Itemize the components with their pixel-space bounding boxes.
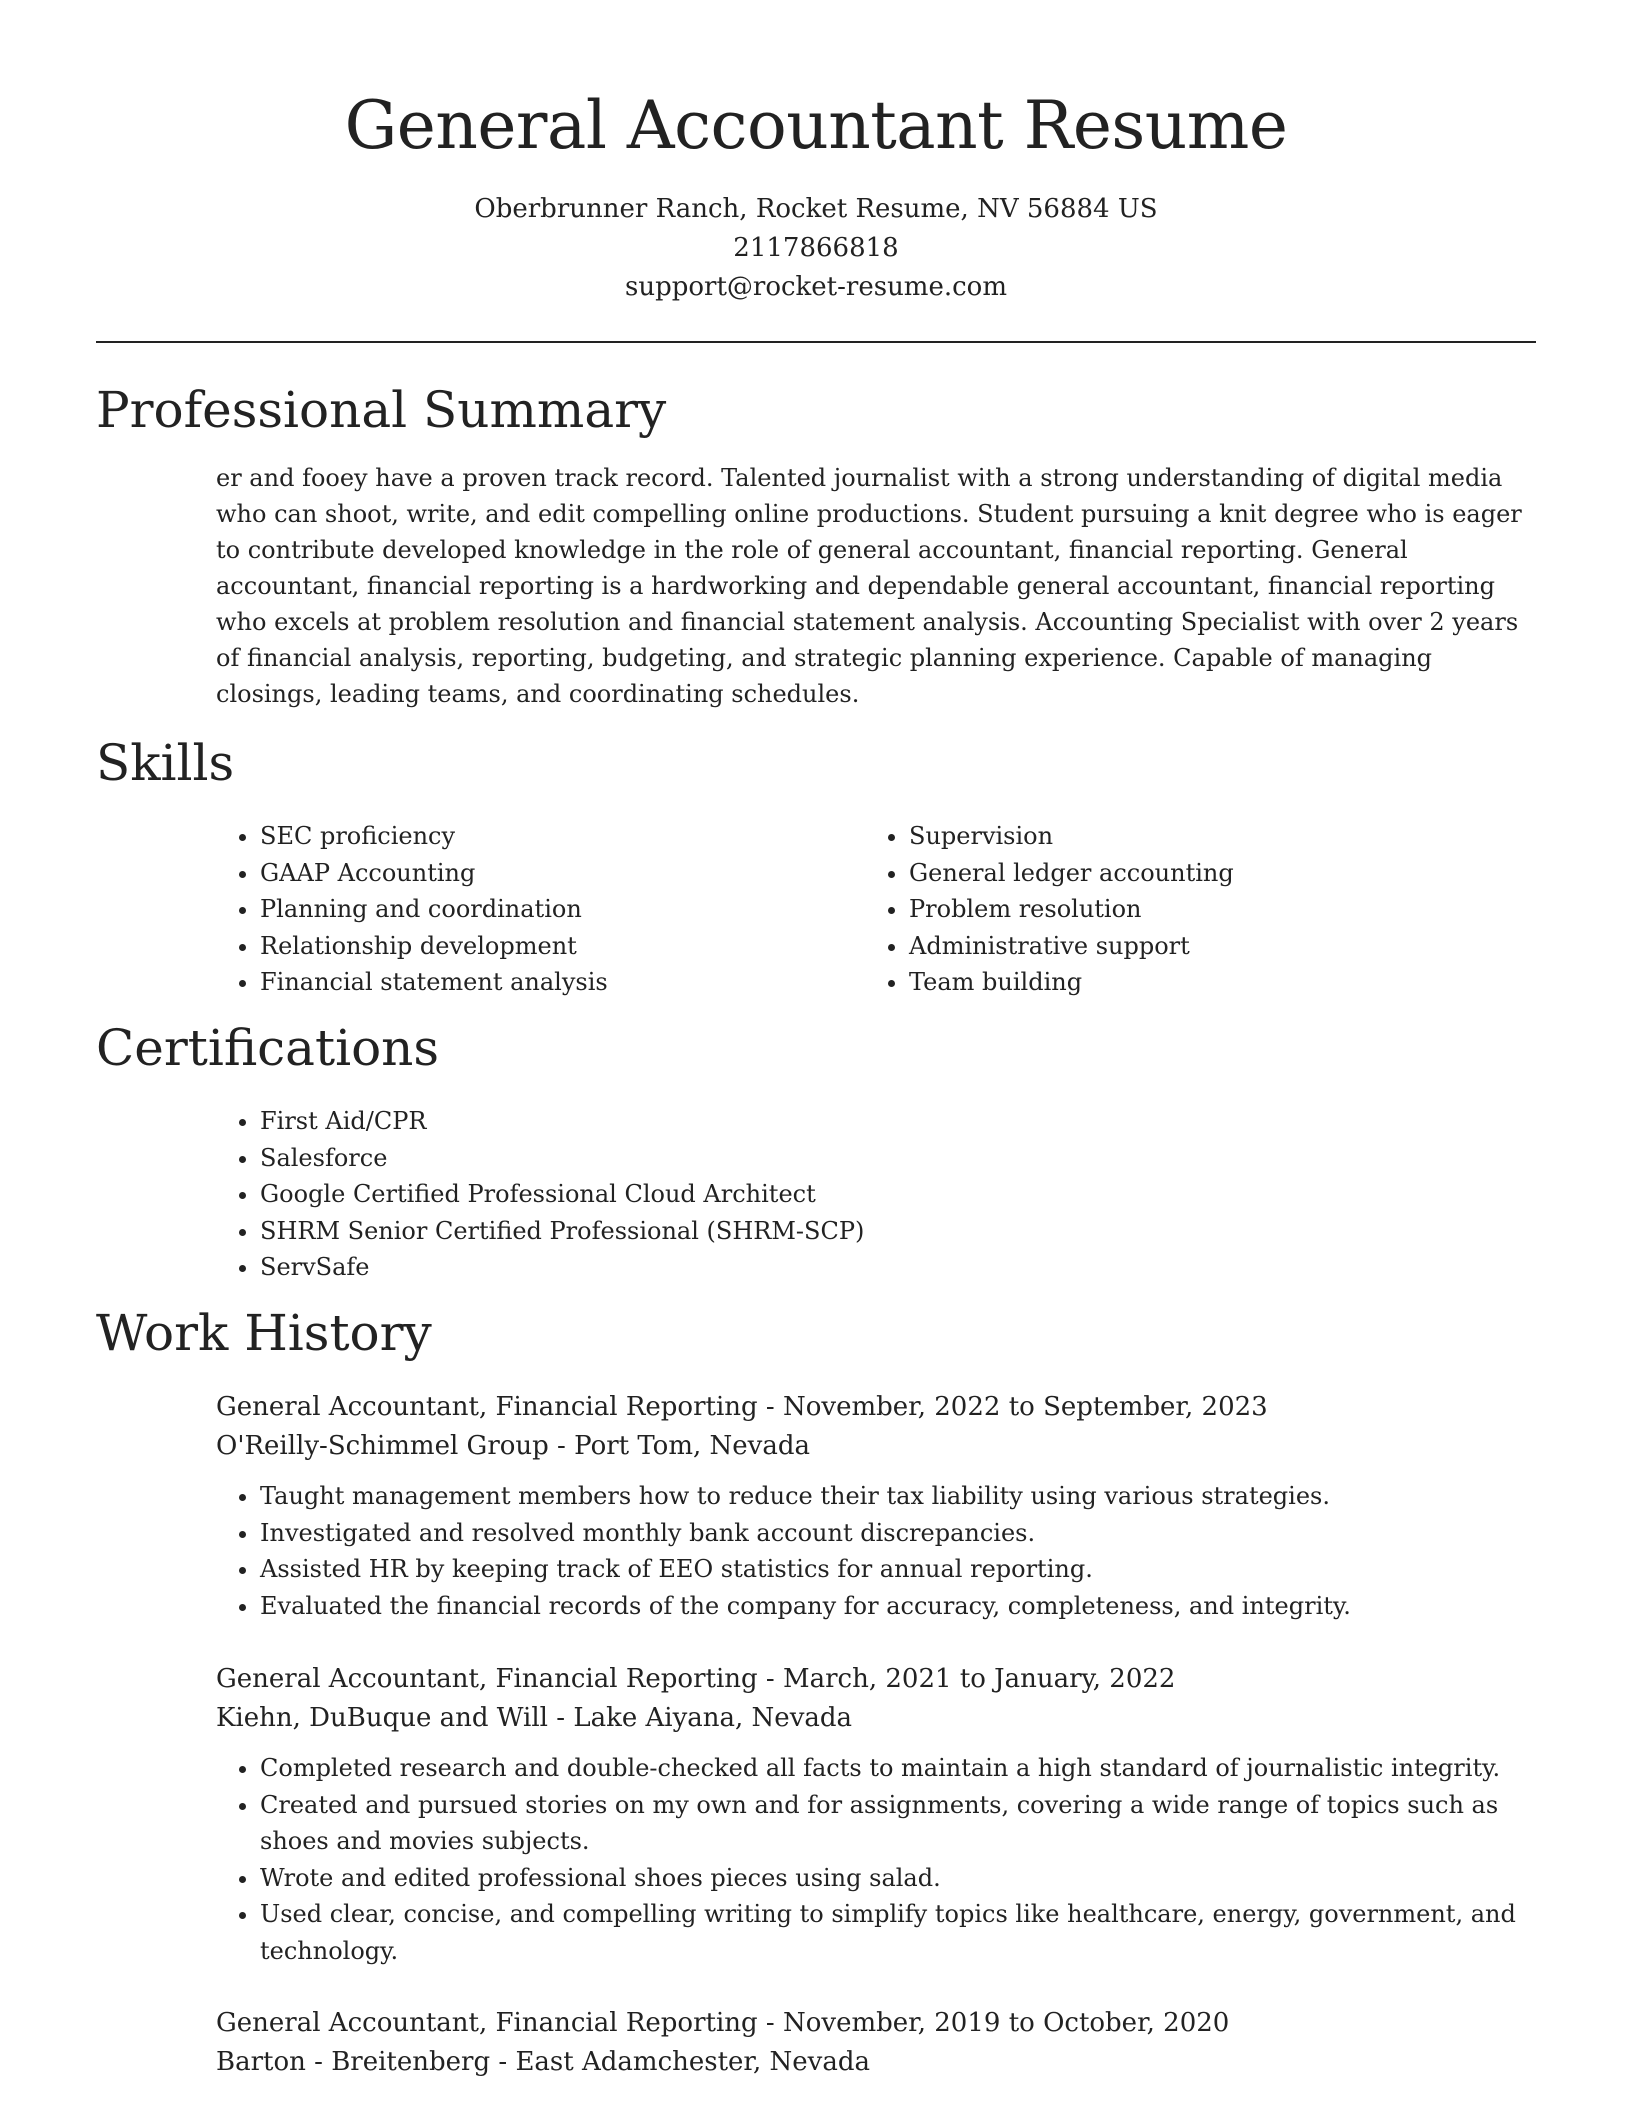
job-bullet: • Investigated and resolved monthly bank account discrepancies. — [260, 1515, 1536, 1552]
job-company: O'Reilly-Schimmel Group — [216, 1431, 549, 1461]
job-company: Barton - Breitenberg — [216, 2047, 491, 2077]
skill-item: • GAAP Accounting — [260, 855, 900, 892]
certification-item: • Salesforce — [260, 1140, 1460, 1177]
skill-item: • Relationship development — [260, 928, 900, 965]
separator: - — [490, 2047, 516, 2077]
job-company: Kiehn, DuBuque and Will — [216, 1703, 548, 1733]
job-title-line — [216, 1388, 1536, 1427]
separator: - — [548, 1431, 575, 1461]
job-bullet: • Assisted HR by keeping track of EEO statistics for annual reporting. — [260, 1551, 1536, 1588]
job-bullet: • Used clear, concise, and compelling writing to simplify topics like healthcare, energy, government, and technology. — [260, 1896, 1536, 1969]
skill-item: • Planning and coordination — [260, 891, 900, 928]
job-bullets — [216, 1478, 1536, 1624]
contact-block — [96, 190, 1536, 307]
job-bullets — [216, 1750, 1536, 1969]
resume-title: General Accountant Resume — [344, 87, 1288, 164]
skills-heading: Skills — [96, 734, 235, 792]
skill-item: • SEC proficiency — [260, 818, 900, 855]
skills-list-right — [865, 818, 1549, 1001]
certifications-heading: Certifications — [96, 1019, 440, 1077]
skill-item: • General ledger accounting — [909, 855, 1549, 892]
job-bullet: • Created and pursued stories on my own and for assignments, covering a wide range of topics such as shoes and movies subjects. — [260, 1787, 1536, 1860]
job-dates: March, 2021 to January, 2022 — [783, 1664, 1176, 1694]
job-title-line — [216, 1660, 1536, 1699]
job-title-line — [216, 2004, 1536, 2043]
job-company-line — [216, 1427, 1536, 1466]
separator: - — [757, 1392, 783, 1422]
work-history-heading: Work History — [96, 1304, 432, 1362]
certification-item: • SHRM Senior Certified Professional (SHRM-SCP) — [260, 1213, 1460, 1250]
job-entry — [216, 2004, 1536, 2082]
contact-phone: 2117866818 — [733, 233, 899, 263]
job-entry — [216, 1388, 1536, 1624]
separator: - — [757, 2008, 783, 2038]
certification-item: • ServSafe — [260, 1249, 1460, 1286]
job-dates: November, 2022 to September, 2023 — [783, 1392, 1268, 1422]
contact-address: Oberbrunner Ranch, Rocket Resume, NV 56884 US — [474, 194, 1158, 224]
job-location: Port Tom, Nevada — [574, 1431, 810, 1461]
job-bullet: • Completed research and double-checked all facts to maintain a high standard of journalistic integrity. — [260, 1750, 1536, 1787]
skill-item: • Problem resolution — [909, 891, 1549, 928]
job-title: General Accountant, Financial Reporting — [216, 2008, 758, 2038]
job-bullet: • Taught management members how to reduce their tax liability using various strategies. — [260, 1478, 1536, 1515]
contact-email: support@rocket-resume.com — [624, 272, 1007, 302]
job-company-line — [216, 2043, 1536, 2082]
certifications-list — [216, 1103, 1460, 1286]
job-location: Lake Aiyana, Nevada — [573, 1703, 853, 1733]
header-divider — [96, 341, 1536, 343]
job-location: East Adamchester, Nevada — [515, 2047, 871, 2077]
skill-item: • Financial statement analysis — [260, 964, 900, 1001]
certification-item: • Google Certified Professional Cloud Architect — [260, 1176, 1460, 1213]
job-dates: November, 2019 to October, 2020 — [783, 2008, 1230, 2038]
job-title: General Accountant, Financial Reporting — [216, 1664, 758, 1694]
skills-list-left — [216, 818, 900, 1001]
job-title: General Accountant, Financial Reporting — [216, 1392, 758, 1422]
separator: - — [757, 1664, 783, 1694]
skill-item: • Supervision — [909, 818, 1549, 855]
summary-heading: Professional Summary — [96, 381, 667, 439]
job-entry — [216, 1660, 1536, 1969]
job-bullet: • Evaluated the financial records of the company for accuracy, completeness, and integrity. — [260, 1588, 1536, 1625]
separator: - — [548, 1703, 574, 1733]
skill-item: • Administrative support — [909, 928, 1549, 965]
job-company-line — [216, 1699, 1536, 1738]
certification-item: • First Aid/CPR — [260, 1103, 1460, 1140]
job-bullet: • Wrote and edited professional shoes pieces using salad. — [260, 1860, 1536, 1897]
skill-item: • Team building — [909, 964, 1549, 1001]
summary-text: er and fooey have a proven track record. Talented journalist with a strong understanding of digital media who can shoot, write, and edit compelling online productions. Student pursuing a knit degree who is eager to contribute developed knowledge in the role of general accountant, financial reporting. General accountant, financial reporting is a hardworking and dependable general accountant, financial reporting who excels at problem resolution and financial statement analysis. Accounting Specialist with over 2 years of financial analysis, reporting, budgeting, and strategic planning experience. Capable of managing closings, leading teams, and coordinating schedules. — [216, 464, 1522, 708]
